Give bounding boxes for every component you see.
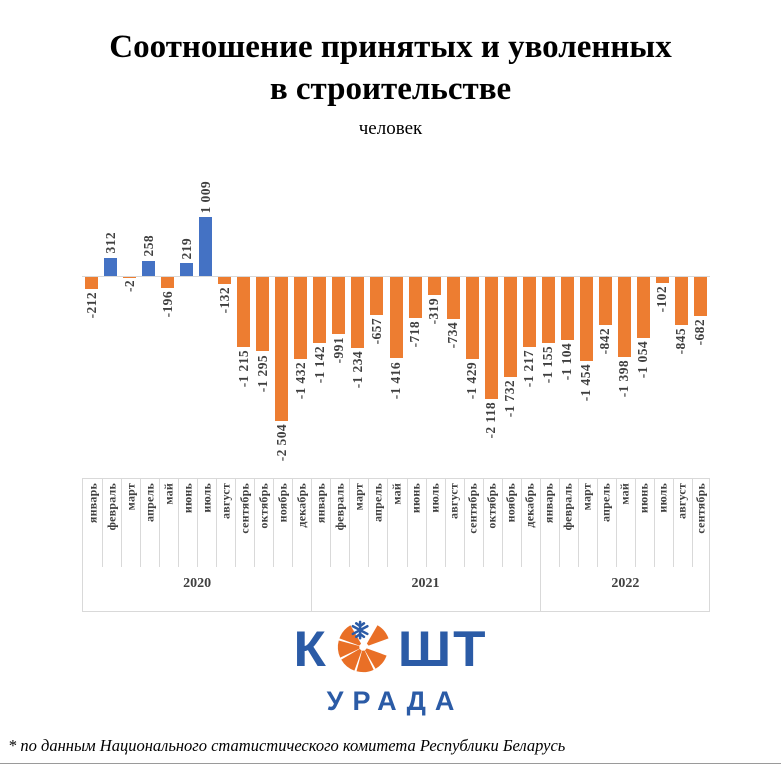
month-label: январь: [541, 483, 556, 524]
bar: [123, 277, 136, 278]
month-label: январь: [313, 483, 328, 524]
bar-value-label: 312: [102, 232, 118, 254]
month-tick: [235, 479, 236, 567]
orange-slice-snowflake-icon: [334, 618, 392, 676]
logo-word-urada: УРАДА: [326, 686, 464, 716]
month-label: сентябрь: [465, 483, 480, 534]
month-label: декабрь: [294, 483, 309, 528]
bar-value-label: -2 118: [483, 402, 499, 439]
month-label: апрель: [142, 483, 157, 523]
month-label: июнь: [408, 483, 423, 514]
bar: [256, 277, 269, 352]
bar: [332, 277, 345, 334]
category-axis: [82, 478, 710, 612]
bar: [161, 277, 174, 288]
source-footnote: * по данным Национального статистического комитета Республики Беларусь: [8, 736, 566, 755]
kosht-urada-logo: [0, 618, 781, 717]
bar-value-label: -196: [159, 290, 175, 318]
bar: [390, 277, 403, 359]
month-label: август: [218, 483, 233, 519]
month-label: март: [123, 483, 138, 511]
month-label: апрель: [598, 483, 613, 523]
bar-value-label: -657: [368, 317, 384, 344]
bar-value-label: -1 295: [254, 354, 270, 392]
month-label: октябрь: [484, 483, 499, 529]
month-tick: [387, 479, 388, 567]
month-tick: [178, 479, 179, 567]
bar-value-label: -1 429: [464, 362, 480, 400]
bar: [428, 277, 441, 295]
month-label: февраль: [332, 483, 347, 531]
month-tick: [140, 479, 141, 567]
bar: [485, 277, 498, 399]
bar-value-label: -1 217: [521, 350, 537, 388]
bar-value-label: -1 155: [540, 346, 556, 384]
bar: [694, 277, 707, 316]
page-title: [0, 26, 781, 110]
bar-value-label: -1 054: [635, 340, 651, 378]
bar: [637, 277, 650, 338]
bar: [656, 277, 669, 283]
bar: [294, 277, 307, 360]
month-tick: [445, 479, 446, 567]
month-tick: [426, 479, 427, 567]
bar: [180, 263, 193, 276]
bar: [618, 277, 631, 358]
bar: [142, 261, 155, 276]
bar: [675, 277, 688, 326]
bar-value-label: -1 454: [578, 363, 594, 401]
month-label: январь: [85, 483, 99, 524]
month-label: март: [351, 483, 366, 511]
bar: [351, 277, 364, 348]
month-tick: [197, 479, 198, 567]
bar-value-label: 219: [178, 237, 194, 259]
bar: [199, 217, 212, 275]
month-label: август: [674, 483, 689, 519]
bar-value-label: -1 398: [616, 360, 632, 398]
month-tick: [159, 479, 160, 567]
logo-letter-k: К: [293, 620, 328, 678]
bar: [561, 277, 574, 341]
month-label: октябрь: [256, 483, 271, 529]
bar-value-label: 1 009: [197, 180, 213, 214]
bar: [580, 277, 593, 361]
month-tick: [254, 479, 255, 567]
bar: [523, 277, 536, 347]
month-label: июль: [427, 483, 442, 513]
month-label: май: [389, 483, 404, 505]
bar-value-label: -212: [83, 291, 99, 319]
month-label: июль: [199, 483, 214, 513]
bar-value-label: -1 104: [559, 343, 575, 381]
chart-units-subtitle: человек: [358, 118, 423, 139]
bar: [409, 277, 422, 319]
bar: [447, 277, 460, 319]
year-separator: [311, 479, 312, 611]
bar-value-label: -2 504: [273, 424, 289, 462]
year-label: 2021: [411, 576, 440, 591]
month-tick: [483, 479, 484, 567]
title-line-2: в строительстве: [269, 71, 512, 108]
bar-value-label: -718: [407, 321, 423, 348]
month-label: июнь: [636, 483, 651, 514]
month-label: сентябрь: [237, 483, 252, 534]
bar-value-label: -991: [330, 336, 346, 364]
bar: [237, 277, 250, 347]
bar: [313, 277, 326, 343]
bar: [466, 277, 479, 360]
bottom-divider: [0, 763, 781, 764]
month-tick: [292, 479, 293, 567]
month-tick: [273, 479, 274, 567]
bar-value-label: -319: [426, 298, 442, 325]
logo-letters-sht: ШТ: [397, 620, 488, 678]
month-tick: [349, 479, 350, 567]
bar-value-label: -682: [692, 319, 708, 346]
month-label: апрель: [370, 483, 385, 523]
title-line-1: Соотношение принятых и уволенных: [109, 29, 672, 65]
month-tick: [407, 479, 408, 567]
bar-value-label: -1 215: [235, 349, 251, 388]
month-tick: [502, 479, 503, 567]
month-label: май: [617, 483, 632, 505]
bar-value-label: -1 416: [388, 361, 403, 399]
month-label: май: [161, 483, 176, 505]
logo-top-row: [294, 618, 488, 680]
bar: [504, 277, 517, 377]
month-label: март: [579, 483, 594, 511]
month-label: ноябрь: [503, 483, 518, 523]
month-label: декабрь: [522, 483, 537, 528]
month-label: февраль: [104, 483, 119, 531]
bar-value-label: -845: [673, 328, 689, 355]
bar: [104, 258, 117, 276]
month-tick: [368, 479, 369, 567]
bar: [599, 277, 612, 326]
month-tick: [330, 479, 331, 567]
bar-value-label: -1 234: [349, 350, 365, 389]
bar: [542, 277, 555, 344]
month-tick: [464, 479, 465, 567]
bar-value-label: -1 142: [311, 345, 327, 383]
month-label: июль: [655, 483, 670, 513]
bar: [85, 277, 98, 289]
bar-value-label: 258: [140, 235, 156, 257]
year-label: 2020: [183, 576, 212, 591]
month-label: ноябрь: [275, 483, 290, 523]
bar-value-label: -1 432: [292, 362, 308, 400]
month-tick: [102, 479, 103, 567]
bar: [275, 277, 288, 422]
bar-value-label: -102: [654, 285, 670, 312]
month-label: август: [446, 483, 461, 519]
month-tick: [121, 479, 122, 567]
month-label: февраль: [560, 483, 575, 531]
bar-value-label: -132: [216, 287, 232, 314]
year-label: 2022: [611, 576, 640, 591]
bar-value-label: -734: [445, 322, 461, 349]
bar: [370, 277, 383, 315]
bar-value-label: -842: [597, 328, 613, 355]
plot-area: [82, 160, 710, 478]
bar: [218, 277, 231, 285]
bar-value-label: -1 732: [502, 379, 518, 418]
bar-value-label: -2: [121, 280, 137, 293]
month-label: сентябрь: [693, 483, 708, 534]
month-tick: [216, 479, 217, 567]
month-label: июнь: [180, 483, 195, 514]
